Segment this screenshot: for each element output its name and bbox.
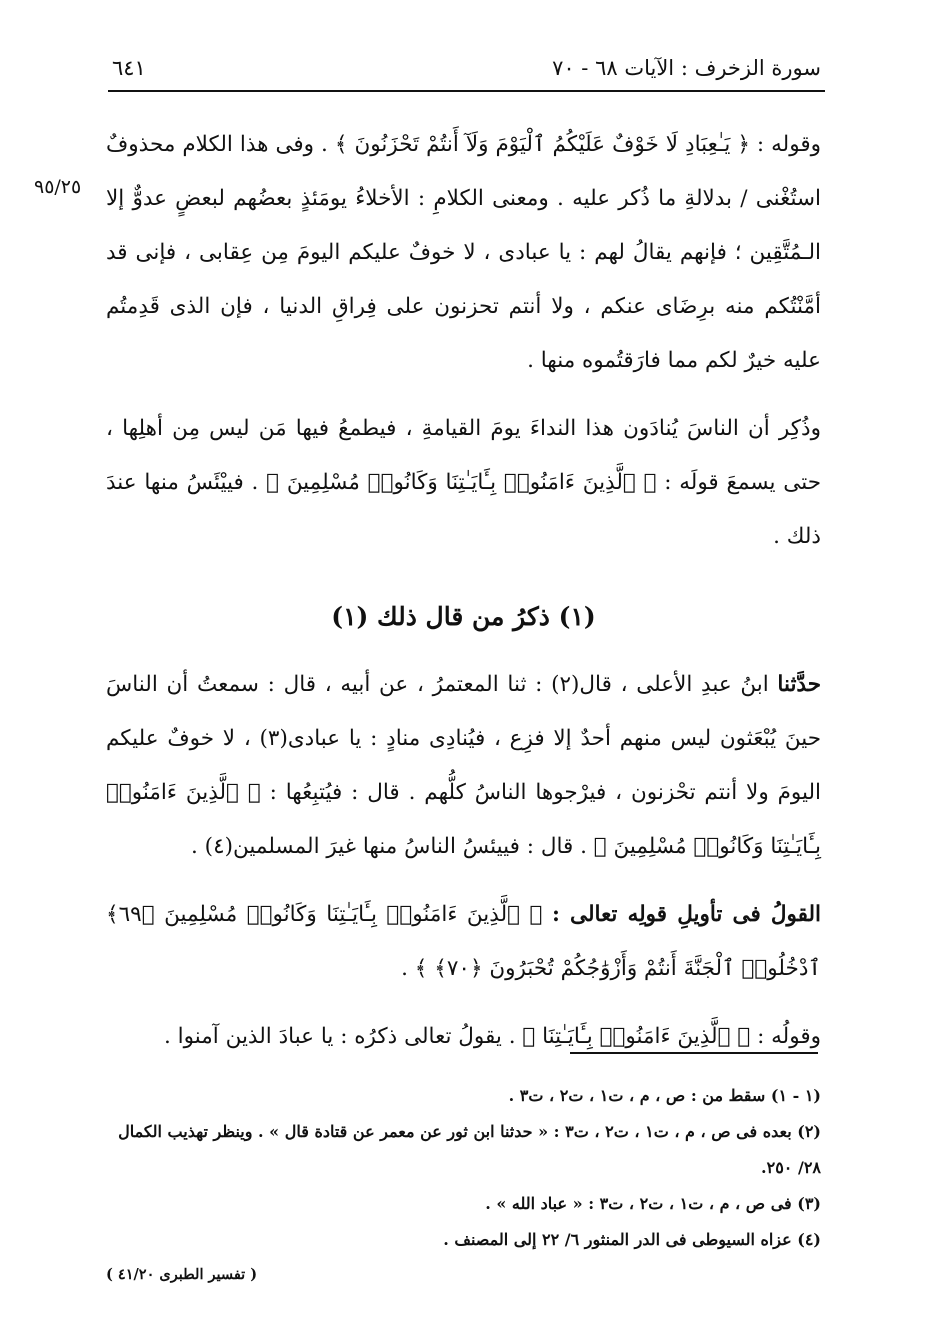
marginal-reference: ٩٥/٢٥ <box>34 176 82 198</box>
verse-lead: القولُ فى تأويلِ قولِه تعالى : <box>551 902 822 927</box>
verse-commentary <box>106 888 821 996</box>
paragraph-2: وذُكِر أن الناسَ يُنادَون هذا النداءَ يومَ القيامةِ ، فيطمعُ فيها مَن ليس مِن أهلِها ، حتى يسمعَ قولَه : ﴿ ٱلَّذِينَ ءَامَنُوا۟ بِـَٔايَـٰتِنَا وَكَانُوا۟ مُسْلِمِينَ ﴾ . فييْئَسُ منها عندَ ذلك . <box>106 416 821 549</box>
main-text <box>106 118 821 1064</box>
page-header <box>112 40 821 80</box>
narration-lead: حدَّثنا <box>777 672 822 697</box>
paragraph-1: وقوله : ﴿ يَـٰعِبَادِ لَا خَوْفٌ عَلَيْكُمُ ٱلْيَوْمَ وَلَآ أَنتُمْ تَحْزَنُونَ ﴾ . وفى هذا الكلام محذوفٌ استُغْنى / بدلالةِ ما ذُكر عليه . ومعنى الكلامِ : الأخلاءُ يومَئذٍ بعضُهم لبعضٍ عدوٌّ إلا الـمُتَّقِين ؛ فإنهم يقالُ لهم : يا عبادى ، لا خوفٌ عليكم اليومَ مِن عِقابى ، فإنى قد أمَّنْتُكم منه برِضَاى عنكم ، ولا أنتم تحزنون على فِراقِ الدنيا ، فإن الذى قَدِمتُم عليه خيرٌ لكم مما فارَقتُموه منها . <box>106 132 821 373</box>
narration-paragraph <box>106 658 821 874</box>
section-heading: (١) ذكرُ من قال ذلك (١) <box>331 602 596 631</box>
footnotes <box>108 1078 821 1258</box>
narration-text: ابنُ عبدِ الأعلى ، قال(٢) : ثنا المعتمرُ ، عن أبيه ، قال : سمعتُ أن الناسَ حينَ يُبْعَثون ليس منهم أحدٌ إلا فزِع ، فيُنادِى منادٍ : يا عبادى(٣) ، لا خوفٌ عليكم اليومَ ولا أنتم تحْزنون ، فيرْجوها الناسُ كلُّهم . قال : فيُتبِعُها : ﴿ ٱلَّذِينَ ءَامَنُوا۟ بِـَٔايَـٰتِنَا وَكَانُوا۟ مُسْلِمِينَ ﴾ . قال : فييئسُ الناسُ منها غيرَ المسلمين(٤) . <box>106 672 821 859</box>
volume-signature: ( تفسير الطبرى ٤١/٢٠ ) <box>106 1266 258 1283</box>
page-number: ٦٤١ <box>112 56 146 80</box>
footnote-2: (٢) بعده فى ص ، م ، ت١ ، ت٢ ، ت٣ : « حدثنا ابن ثور عن معمر عن قتادة قال » . وينظر تهذيب الكمال ٢٨/ ٢٥٠. <box>118 1122 821 1177</box>
footnote-1: (١ - ١) سقط من : ص ، م ، ت١ ، ت٢ ، ت٣ . <box>508 1086 821 1105</box>
footnote-rule <box>570 1052 818 1054</box>
closing-paragraph: وقولُه : ﴿ ٱلَّذِينَ ءَامَنُوا۟ بِـَٔايَـٰتِنَا ﴾ . يقولُ تعالى ذكرُه : يا عبادَ الذين آمنوا . <box>164 1024 821 1049</box>
header-rule <box>108 90 825 92</box>
footnote-4: (٤) عزاه السيوطى فى الدر المنثور ٦/ ٢٢ إلى المصنف . <box>443 1230 821 1249</box>
verse-text: ﴿ ٱلَّذِينَ ءَامَنُوا۟ بِـَٔايَـٰتِنَا وَكَانُوا۟ مُسْلِمِينَ ﴿٦٩﴾ ٱدْخُلُوا۟ ٱلْجَنَّةَ أَنتُمْ وَأَزْوَٰجُكُمْ تُحْبَرُونَ ﴿٧٠﴾ ﴾ . <box>106 902 821 981</box>
footnote-3: (٣) فى ص ، م ، ت١ ، ت٢ ، ت٣ : « عباد الله » . <box>485 1194 821 1213</box>
running-title: سورة الزخرف : الآيات ٦٨ - ٧٠ <box>552 56 821 80</box>
